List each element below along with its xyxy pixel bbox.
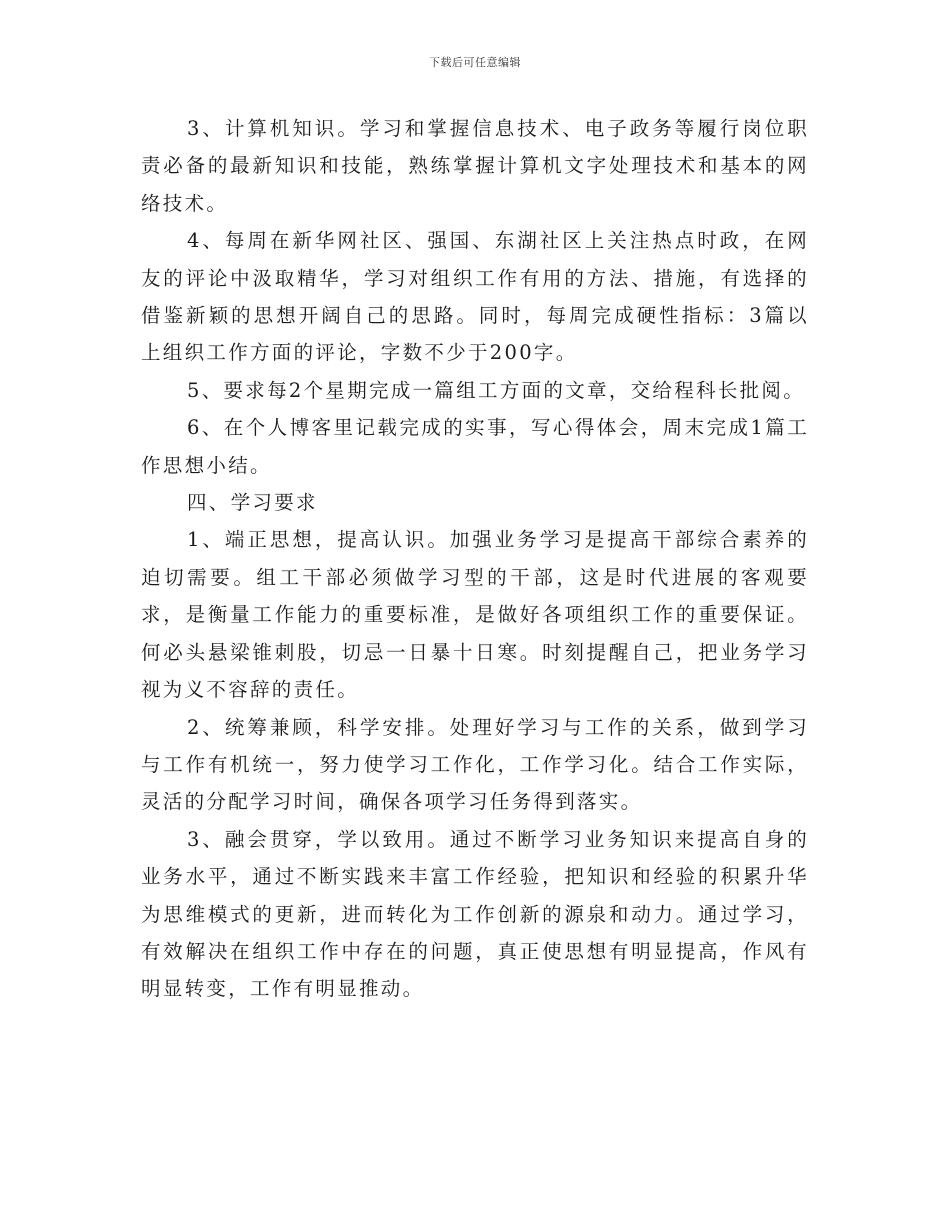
page-header: 下载后可任意编辑 [429, 56, 521, 69]
paragraph-requirement-3: 3、融会贯穿，学以致用。通过不断学习业务知识来提高自身的业务水平，通过不断实践来丰富工作经验，把知识和经验的积累升华为思维模式的更新，进而转化为工作创新的源泉和动力。通过学习，有效解决在组织工作中存在的问题，真正使思想有明显提高，作风有明显转变，工作有明显推动。 [141, 827, 809, 1001]
paragraph-item-4-weekly-community: 4、每周在新华网社区、强国、东湖社区上关注热点时政，在网友的评论中汲取精华，学习对组织工作有用的方法、措施，有选择的借鉴新颖的思想开阔自己的思路。同时，每周完成硬性指标：3篇以上组织工作方面的评论，字数不少于200字。 [141, 229, 809, 365]
paragraph-requirement-1: 1、端正思想，提高认识。加强业务学习是提高干部综合素养的迫切需要。组工干部必须做学习型的干部，这是时代进展的客观要求，是衡量工作能力的重要标准，是做好各项组织工作的重要保证。何必头悬梁锥刺股，切忌一日暴十日寒。时刻提醒自己，把业务学习视为义不容辞的责任。 [141, 528, 809, 702]
document-body [141, 110, 809, 1008]
paragraph-requirement-2: 2、统筹兼顾，科学安排。处理好学习与工作的关系，做到学习与工作有机统一，努力使学习工作化，工作学习化。结合工作实际，灵活的分配学习时间，确保各项学习任务得到落实。 [141, 715, 809, 814]
paragraph-item-3-computer-knowledge: 3、计算机知识。学习和掌握信息技术、电子政务等履行岗位职责必备的最新知识和技能，熟练掌握计算机文字处理技术和基本的网络技术。 [141, 117, 809, 215]
section-heading-study-requirements: 四、学习要求 [187, 491, 318, 515]
paragraph-item-5-articles: 5、要求每2个星期完成一篇组工方面的文章，交给程科长批阅。 [187, 378, 806, 402]
paragraph-item-6-blog: 6、在个人博客里记载完成的实事，写心得体会，周末完成1篇工作思想小结。 [141, 416, 809, 477]
